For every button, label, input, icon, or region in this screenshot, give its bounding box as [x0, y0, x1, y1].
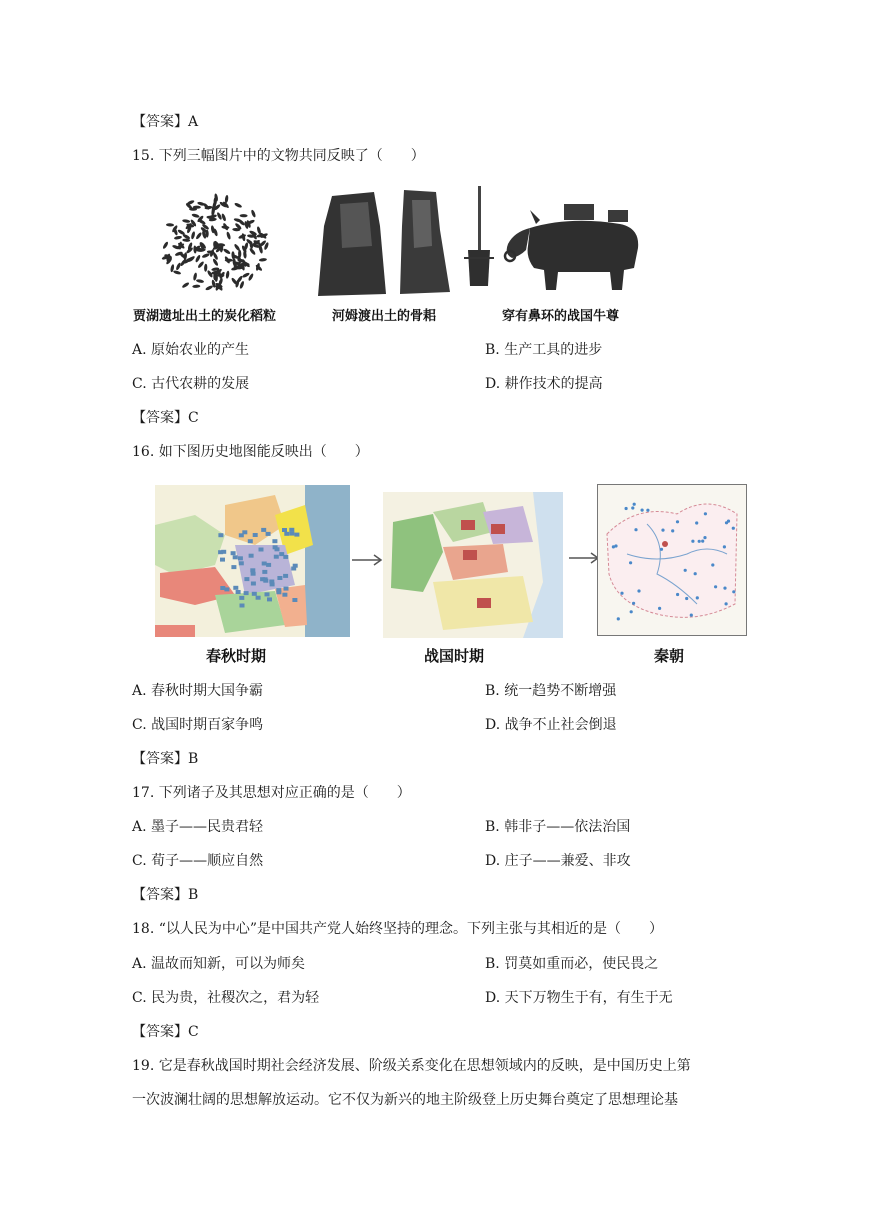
caption-ox-zun: 穿有鼻环的战国牛尊 — [502, 309, 620, 324]
answer-17: 【答案】B — [132, 887, 199, 903]
caption-bone-spade: 河姆渡出土的骨耜 — [332, 309, 437, 324]
q18-option-c: C. 民为贵，社稷次之，君为轻 — [132, 990, 320, 1006]
arrow-2-icon — [567, 551, 601, 565]
answer-14: 【答案】A — [132, 114, 199, 130]
answer-15: 【答案】C — [132, 410, 199, 426]
q18-option-d: D. 天下万物生于有，有生于无 — [485, 990, 673, 1006]
q18-option-a: A. 温故而知新，可以为师矣 — [132, 956, 306, 972]
q18-option-b: B. 罚莫如重而必，使民畏之 — [485, 956, 659, 972]
map-qin-dynasty — [597, 484, 747, 636]
ox-zun-figure — [500, 198, 650, 298]
caption-qin: 秦朝 — [654, 647, 685, 665]
q15-option-a: A. 原始农业的产生 — [132, 342, 250, 358]
question-15-text: 15. 下列三幅图片中的文物共同反映了（ ） — [132, 148, 425, 164]
q17-option-a: A. 墨子——民贵君轻 — [132, 819, 264, 835]
q15-option-d: D. 耕作技术的提高 — [485, 376, 603, 392]
question-16-text: 16. 如下图历史地图能反映出（ ） — [132, 444, 369, 460]
q15-option-c: C. 古代农耕的发展 — [132, 376, 250, 392]
question-19-line-1: 19. 它是春秋战国时期社会经济发展、阶级关系变化在思想领域内的反映，是中国历史上第 — [132, 1058, 691, 1074]
question-18-text: 18. “以人民为中心”是中国共产党人始终坚持的理念。下列主张与其相近的是（ ） — [132, 921, 664, 937]
bone-spade-figure — [312, 186, 494, 298]
q16-option-a: A. 春秋时期大国争霸 — [132, 683, 264, 699]
caption-warring-states: 战国时期 — [424, 647, 485, 665]
map-spring-autumn — [155, 485, 350, 637]
caption-spring-autumn: 春秋时期 — [206, 647, 267, 665]
q17-option-b: B. 韩非子——依法治国 — [485, 819, 631, 835]
q16-option-d: D. 战争不止社会倒退 — [485, 717, 617, 733]
q16-option-b: B. 统一趋势不断增强 — [485, 683, 617, 699]
q16-option-c: C. 战国时期百家争鸣 — [132, 717, 264, 733]
q17-option-d: D. 庄子——兼爱、非攻 — [485, 853, 631, 869]
q17-option-c: C. 荀子——顺应自然 — [132, 853, 264, 869]
question-17-text: 17. 下列诸子及其思想对应正确的是（ ） — [132, 785, 411, 801]
caption-rice-grains: 贾湖遗址出土的炭化稻粒 — [133, 309, 277, 324]
question-19-line-2: 一次波澜壮阔的思想解放运动。它不仅为新兴的地主阶级登上历史舞台奠定了思想理论基 — [132, 1092, 678, 1108]
arrow-1-icon — [350, 553, 384, 567]
answer-16: 【答案】B — [132, 751, 199, 767]
map-warring-states — [383, 492, 563, 638]
q15-option-b: B. 生产工具的进步 — [485, 342, 603, 358]
answer-18: 【答案】C — [132, 1024, 199, 1040]
rice-grains-figure — [150, 188, 280, 303]
